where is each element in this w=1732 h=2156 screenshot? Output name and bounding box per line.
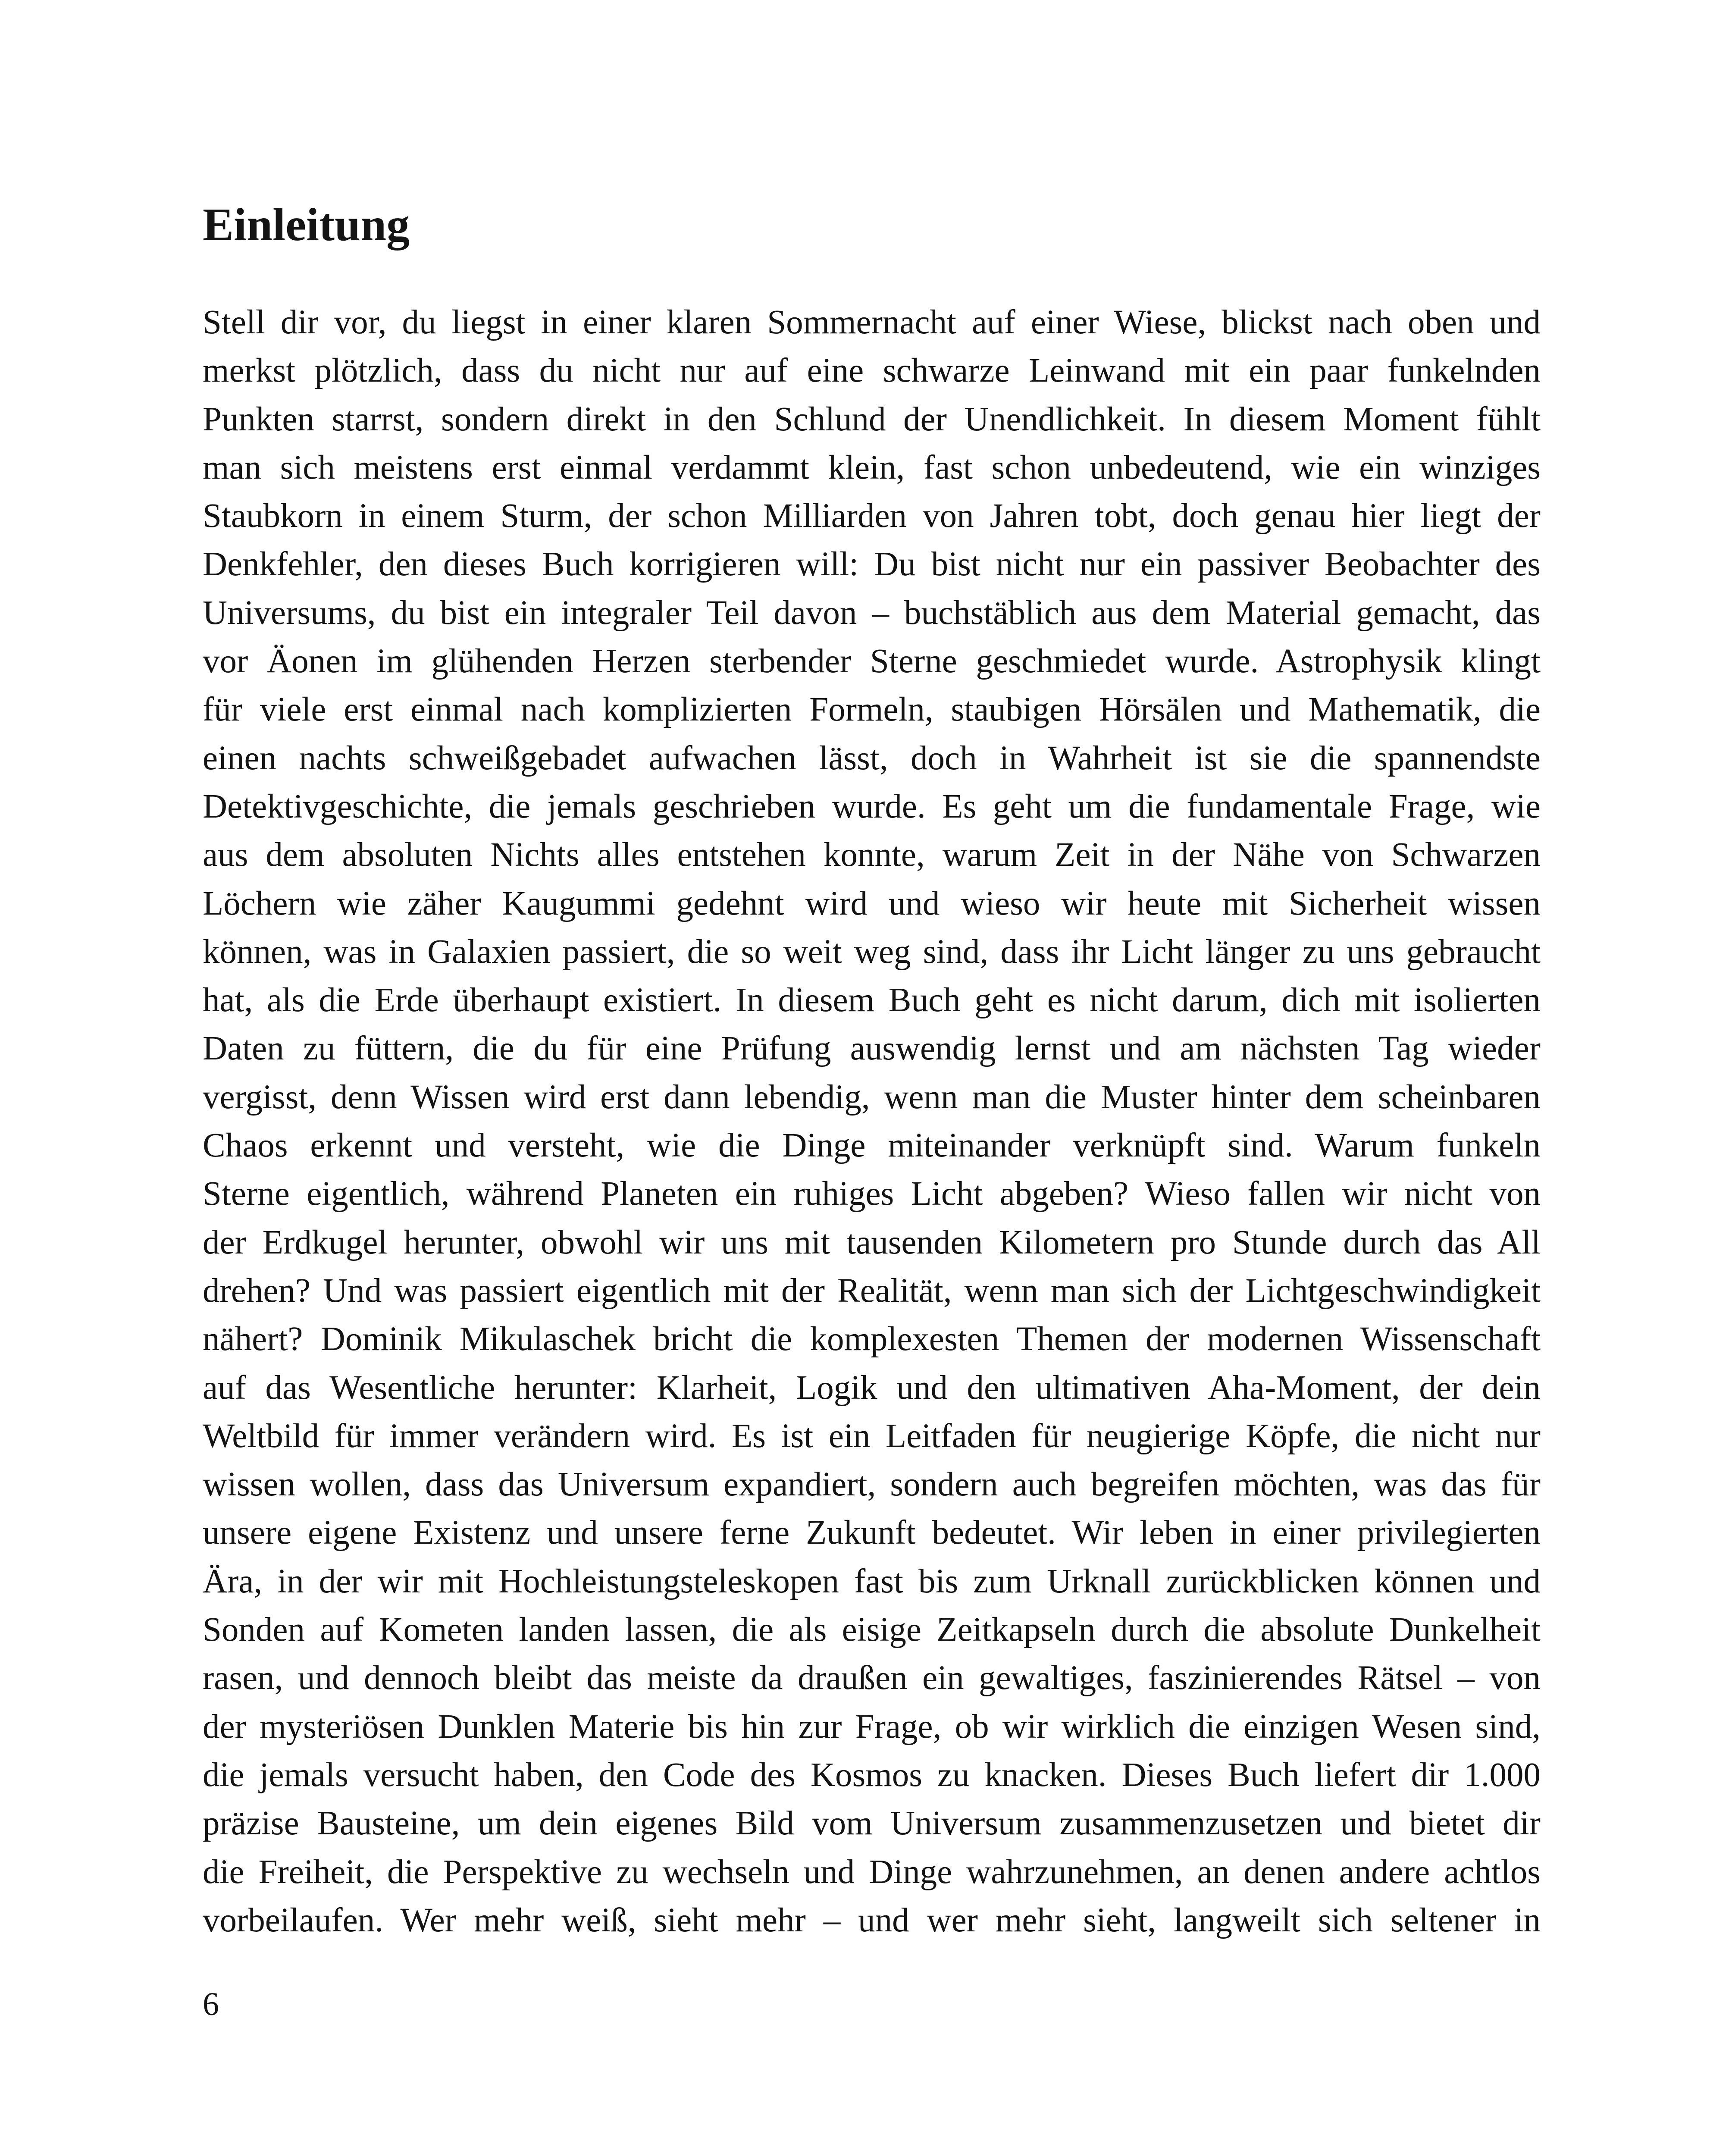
text-line: Weltbild für immer verändern wird. Es ist ein Leitfaden für neugierige Köpfe, die nicht nur (203, 1417, 1541, 1455)
text-line: der mysteriösen Dunklen Materie bis hin zur Frage, ob wir wirklich die einzigen Wesen sind, (203, 1708, 1541, 1745)
text-line: Detektivgeschichte, die jemals geschrieben wurde. Es geht um die fundamentale Frage, wie (203, 787, 1541, 825)
text-line: drehen? Und was passiert eigentlich mit der Realität, wenn man sich der Lichtgeschwindigkeit (203, 1272, 1541, 1310)
text-line: wissen wollen, dass das Universum expandiert, sondern auch begreifen möchten, was das für (203, 1466, 1541, 1504)
text-line: Staubkorn in einem Sturm, der schon Milliarden von Jahren tobt, doch genau hier liegt der (203, 497, 1541, 535)
page-number: 6 (203, 1986, 219, 2022)
text-line: der Erdkugel herunter, obwohl wir uns mit tausenden Kilometern pro Stunde durch das All (203, 1223, 1541, 1261)
text-line: Sonden auf Kometen landen lassen, die als eisige Zeitkapseln durch die absolute Dunkelheit (203, 1611, 1541, 1649)
text-line: man sich meistens erst einmal verdammt klein, fast schon unbedeutend, wie ein winziges (203, 448, 1541, 486)
text-line: auf das Wesentliche herunter: Klarheit, Logik und den ultimativen Aha-Moment, der dein (203, 1369, 1541, 1407)
text-line: die Freiheit, die Perspektive zu wechseln und Dinge wahrzunehmen, an denen andere achtlos (203, 1853, 1541, 1891)
text-line: vor Äonen im glühenden Herzen sterbender Sterne geschmiedet wurde. Astrophysik klingt (203, 642, 1541, 680)
text-line: Sterne eigentlich, während Planeten ein ruhiges Licht abgeben? Wieso fallen wir nicht von (203, 1175, 1541, 1213)
text-line: nähert? Dominik Mikulaschek bricht die komplexesten Themen der modernen Wissenschaft (203, 1320, 1541, 1358)
text-line: Punkten starrst, sondern direkt in den Schlund der Unendlichkeit. In diesem Moment fühlt (203, 400, 1541, 438)
text-line: vorbeilaufen. Wer mehr weiß, sieht mehr – und wer mehr sieht, langweilt sich seltener in (203, 1901, 1541, 1939)
text-line: einen nachts schweißgebadet aufwachen lässt, doch in Wahrheit ist sie die spannendste (203, 739, 1541, 777)
text-line: die jemals versucht haben, den Code des Kosmos zu knacken. Dieses Buch liefert dir 1.000 (203, 1756, 1541, 1794)
text-line: hat, als die Erde überhaupt existiert. In diesem Buch geht es nicht darum, dich mit isolierten (203, 981, 1541, 1019)
chapter-heading: Einleitung (203, 199, 410, 251)
text-line: Universums, du bist ein integraler Teil davon – buchstäblich aus dem Material gemacht, das (203, 594, 1541, 632)
body-paragraph (203, 298, 1541, 1945)
text-line: Daten zu füttern, die du für eine Prüfung auswendig lernst und am nächsten Tag wieder (203, 1030, 1541, 1068)
text-line: unsere eigene Existenz und unsere ferne Zukunft bedeutet. Wir leben in einer privilegierten (203, 1514, 1541, 1552)
text-line: vergisst, denn Wissen wird erst dann lebendig, wenn man die Muster hinter dem scheinbaren (203, 1078, 1541, 1116)
text-line: rasen, und dennoch bleibt das meiste da draußen ein gewaltiges, faszinierendes Rätsel – von (203, 1659, 1541, 1697)
text-line: Ära, in der wir mit Hochleistungsteleskopen fast bis zum Urknall zurückblicken können und (203, 1562, 1541, 1600)
text-line: merkst plötzlich, dass du nicht nur auf eine schwarze Leinwand mit ein paar funkelnden (203, 352, 1541, 390)
text-line: Chaos erkennt und versteht, wie die Dinge miteinander verknüpft sind. Warum funkeln (203, 1127, 1541, 1165)
text-line: können, was in Galaxien passiert, die so weit weg sind, dass ihr Licht länger zu uns gebraucht (203, 933, 1541, 971)
text-line: für viele erst einmal nach komplizierten Formeln, staubigen Hörsälen und Mathematik, die (203, 691, 1541, 729)
text-line: präzise Bausteine, um dein eigenes Bild vom Universum zusammenzusetzen und bietet dir (203, 1805, 1541, 1843)
text-line: Stell dir vor, du liegst in einer klaren Sommernacht auf einer Wiese, blickst nach oben und (203, 304, 1541, 341)
text-line: aus dem absoluten Nichts alles entstehen konnte, warum Zeit in der Nähe von Schwarzen (203, 836, 1541, 874)
text-line: Löchern wie zäher Kaugummi gedehnt wird und wieso wir heute mit Sicherheit wissen (203, 884, 1541, 922)
text-line: Denkfehler, den dieses Buch korrigieren will: Du bist nicht nur ein passiver Beobachter des (203, 545, 1541, 583)
